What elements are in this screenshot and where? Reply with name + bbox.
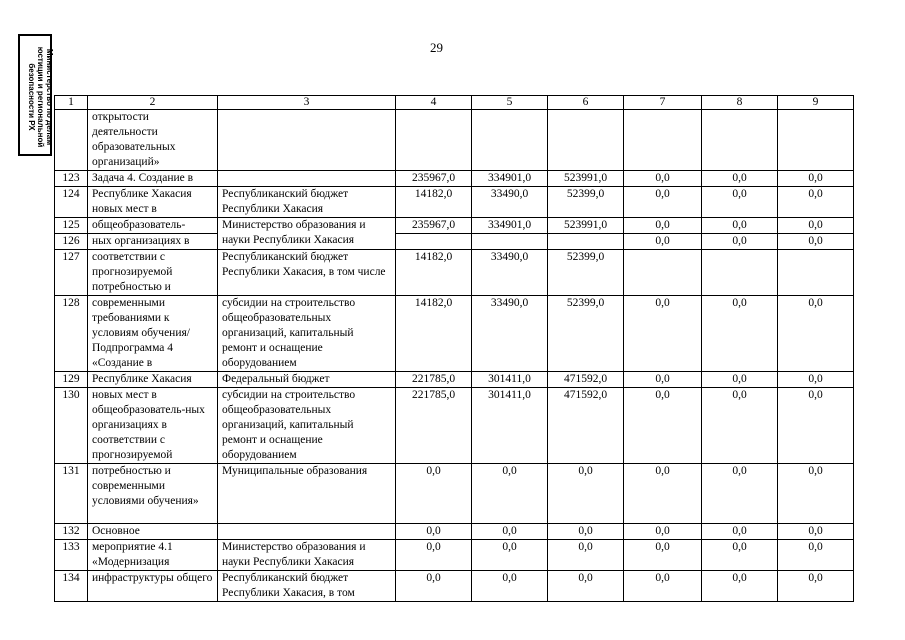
- value-cell: 14182,0: [396, 250, 472, 296]
- table-row: [55, 540, 854, 571]
- row-number: 133: [55, 540, 88, 571]
- table-row: [55, 571, 854, 602]
- value-cell: 235967,0: [396, 218, 472, 234]
- header-cell: 5: [472, 96, 548, 110]
- header-cell: 7: [624, 96, 702, 110]
- value-cell: 33490,0: [472, 187, 548, 218]
- table-row: [55, 296, 854, 372]
- value-cell: 0,0: [472, 571, 548, 602]
- value-cell: 0,0: [778, 296, 854, 372]
- stamp-line-2: юстиции и региональной: [36, 46, 45, 148]
- table-row: [55, 171, 854, 187]
- value-cell: 0,0: [472, 524, 548, 540]
- value-cell: 0,0: [702, 171, 778, 187]
- value-cell: 301411,0: [472, 388, 548, 464]
- value-cell: 221785,0: [396, 372, 472, 388]
- value-cell: [702, 250, 778, 296]
- value-cell: 0,0: [702, 524, 778, 540]
- value-cell: 0,0: [702, 218, 778, 234]
- stamp-line-3: безопасности РХ: [27, 63, 36, 131]
- value-cell: 235967,0: [396, 171, 472, 187]
- table-row: [55, 372, 854, 388]
- source-cell: Федеральный бюджет: [218, 372, 396, 388]
- header-cell: 3: [218, 96, 396, 110]
- stamp-text: [20, 36, 54, 158]
- source-cell: [218, 171, 396, 187]
- value-cell: 0,0: [778, 524, 854, 540]
- header-cell: 1: [55, 96, 88, 110]
- header-cell: 4: [396, 96, 472, 110]
- value-cell: 33490,0: [472, 296, 548, 372]
- stamp-line-1: Министерство по делам: [45, 48, 54, 146]
- description-cell: новых мест в общеобразователь-ных организациях в соответствии с прогнозируемой: [88, 388, 218, 464]
- row-number: 126: [55, 234, 88, 250]
- source-cell: Республиканский бюджет Республики Хакасия, в том числе: [218, 250, 396, 296]
- value-cell: 33490,0: [472, 250, 548, 296]
- value-cell: [472, 234, 548, 250]
- source-cell: Республиканский бюджет Республики Хакасия: [218, 187, 396, 218]
- description-cell: ных организациях в: [88, 234, 218, 250]
- row-number: 131: [55, 464, 88, 524]
- value-cell: 0,0: [702, 571, 778, 602]
- value-cell: 0,0: [702, 234, 778, 250]
- value-cell: 0,0: [396, 540, 472, 571]
- value-cell: 0,0: [624, 540, 702, 571]
- row-number: 129: [55, 372, 88, 388]
- value-cell: 0,0: [624, 171, 702, 187]
- value-cell: 52399,0: [548, 296, 624, 372]
- row-number: 130: [55, 388, 88, 464]
- value-cell: 14182,0: [396, 296, 472, 372]
- value-cell: 0,0: [778, 187, 854, 218]
- value-cell: 0,0: [702, 540, 778, 571]
- table-row: [55, 234, 854, 250]
- ministry-stamp: [18, 34, 52, 156]
- value-cell: 0,0: [548, 464, 624, 524]
- value-cell: 0,0: [624, 464, 702, 524]
- table-row: [55, 464, 854, 524]
- source-cell: субсидии на строительство общеобразовательных организаций, капитальный ремонт и оснащение оборудованием: [218, 296, 396, 372]
- value-cell: 0,0: [624, 388, 702, 464]
- value-cell: 14182,0: [396, 187, 472, 218]
- source-cell: [218, 524, 396, 540]
- value-cell: 0,0: [624, 372, 702, 388]
- value-cell: 0,0: [702, 372, 778, 388]
- description-cell: Основное: [88, 524, 218, 540]
- header-cell: 6: [548, 96, 624, 110]
- source-cell: Республиканский бюджет Республики Хакасия, в том: [218, 571, 396, 602]
- description-cell: инфраструктуры общего: [88, 571, 218, 602]
- value-cell: 0,0: [778, 218, 854, 234]
- value-cell: [396, 234, 472, 250]
- header-row: [55, 96, 854, 110]
- value-cell: 0,0: [624, 234, 702, 250]
- value-cell: 221785,0: [396, 388, 472, 464]
- row-number: 128: [55, 296, 88, 372]
- value-cell: 0,0: [778, 464, 854, 524]
- value-cell: 0,0: [778, 171, 854, 187]
- value-cell: 0,0: [778, 540, 854, 571]
- value-cell: 0,0: [396, 571, 472, 602]
- description-cell: мероприятие 4.1 «Модернизация: [88, 540, 218, 571]
- value-cell: 0,0: [778, 234, 854, 250]
- value-cell: 0,0: [624, 571, 702, 602]
- table-row: [55, 110, 854, 171]
- value-cell: 0,0: [702, 187, 778, 218]
- value-cell: 0,0: [624, 296, 702, 372]
- table-row: [55, 187, 854, 218]
- description-cell: Республике Хакасия новых мест в: [88, 187, 218, 218]
- description-cell: соответствии с прогнозируемой потребностью и: [88, 250, 218, 296]
- description-cell: Задача 4. Создание в: [88, 171, 218, 187]
- value-cell: 0,0: [472, 464, 548, 524]
- value-cell: 0,0: [624, 524, 702, 540]
- value-cell: 52399,0: [548, 187, 624, 218]
- value-cell: 0,0: [778, 372, 854, 388]
- table-row: [55, 218, 854, 234]
- value-cell: 0,0: [548, 524, 624, 540]
- table-row: [55, 388, 854, 464]
- source-cell: субсидии на строительство общеобразовательных организаций, капитальный ремонт и оснащение оборудованием: [218, 388, 396, 464]
- value-cell: 0,0: [702, 464, 778, 524]
- source-cell: Муниципальные образования: [218, 464, 396, 524]
- description-cell: Республике Хакасия: [88, 372, 218, 388]
- source-cell: Министерство образования и науки Республики Хакасия: [218, 218, 396, 250]
- value-cell: 0,0: [396, 524, 472, 540]
- value-cell: [548, 234, 624, 250]
- value-cell: 471592,0: [548, 388, 624, 464]
- description-cell: общеобразователь-: [88, 218, 218, 234]
- value-cell: 52399,0: [548, 250, 624, 296]
- value-cell: 0,0: [396, 464, 472, 524]
- row-number: 132: [55, 524, 88, 540]
- value-cell: [778, 250, 854, 296]
- source-cell: Министерство образования и науки Республики Хакасия: [218, 540, 396, 571]
- value-cell: 523991,0: [548, 171, 624, 187]
- table-row: [55, 524, 854, 540]
- description-cell: современными требованиями к условиям обучения/ Подпрограмма 4 «Создание в: [88, 296, 218, 372]
- header-cell: 8: [702, 96, 778, 110]
- value-cell: 0,0: [624, 218, 702, 234]
- description-cell: потребностью и современными условиями обучения»: [88, 464, 218, 524]
- budget-table: [54, 95, 854, 602]
- value-cell: 0,0: [624, 187, 702, 218]
- row-number: 124: [55, 187, 88, 218]
- row-number: 125: [55, 218, 88, 234]
- value-cell: 0,0: [548, 540, 624, 571]
- row-number: 134: [55, 571, 88, 602]
- row-number: 127: [55, 250, 88, 296]
- value-cell: 0,0: [778, 571, 854, 602]
- value-cell: 301411,0: [472, 372, 548, 388]
- value-cell: 0,0: [548, 571, 624, 602]
- header-cell: 9: [778, 96, 854, 110]
- value-cell: 334901,0: [472, 171, 548, 187]
- value-cell: 471592,0: [548, 372, 624, 388]
- description-cell: открытости деятельности образовательных организаций»: [88, 110, 218, 171]
- header-cell: 2: [88, 96, 218, 110]
- value-cell: 334901,0: [472, 218, 548, 234]
- value-cell: 0,0: [702, 296, 778, 372]
- value-cell: [624, 250, 702, 296]
- value-cell: 0,0: [702, 388, 778, 464]
- value-cell: 523991,0: [548, 218, 624, 234]
- table-row: [55, 250, 854, 296]
- page-number: 29: [430, 40, 443, 55]
- row-number: 123: [55, 171, 88, 187]
- value-cell: 0,0: [778, 388, 854, 464]
- value-cell: 0,0: [472, 540, 548, 571]
